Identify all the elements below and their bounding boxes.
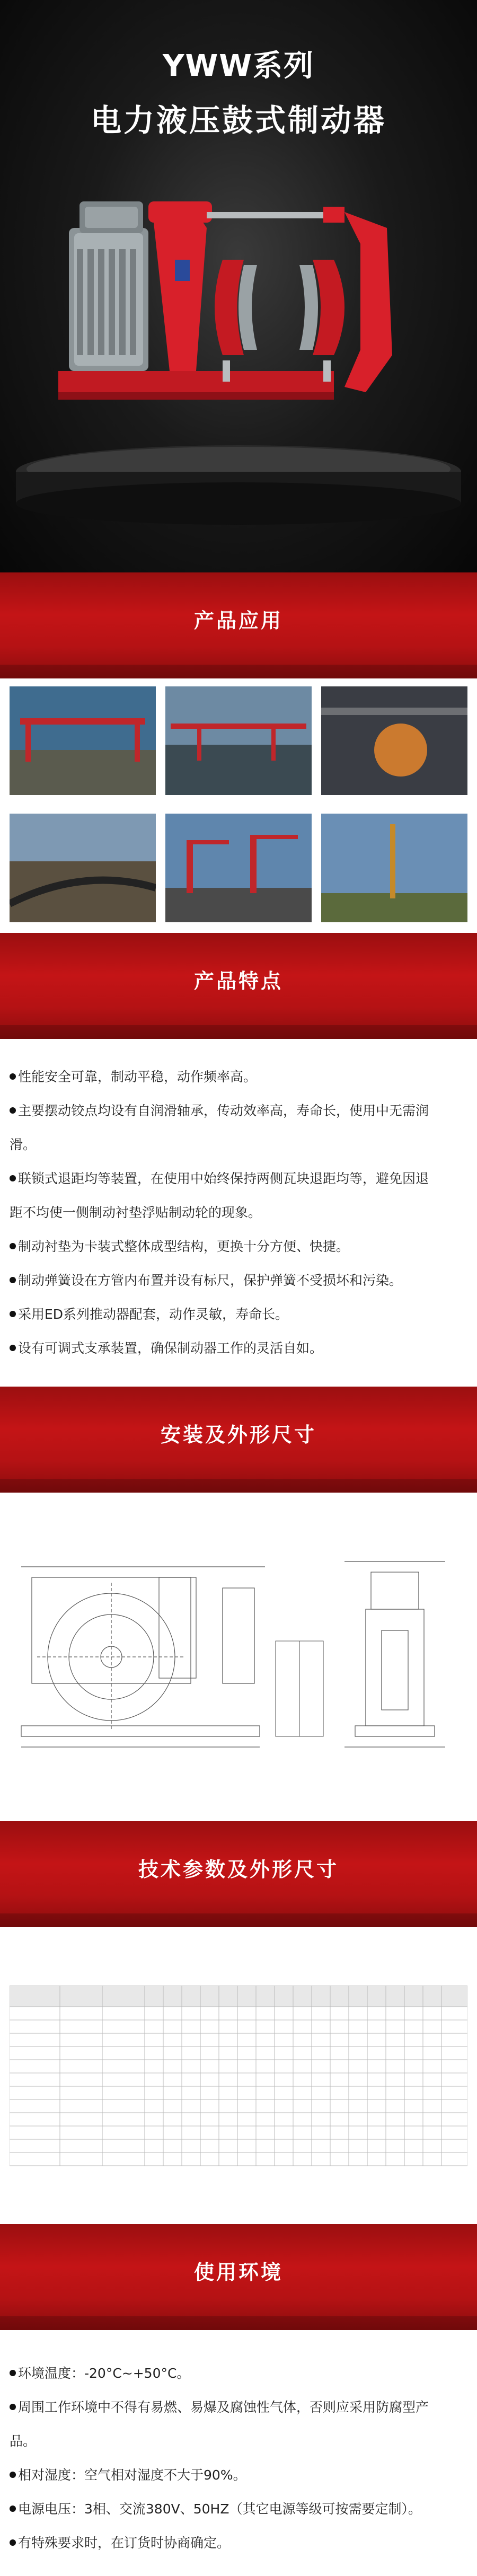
banner-features-title: 产品特点 — [193, 969, 283, 993]
banner-specs — [0, 1821, 477, 1927]
photo-conveyor — [10, 814, 156, 922]
banner-environment-title: 使用环境 — [193, 2260, 283, 2284]
env-line: 相对湿度：空气相对湿度不大于90%。 — [10, 2458, 467, 2492]
env-line: 品。 — [10, 2433, 37, 2449]
hero-title-line2: 电力液压鼓式制动器 — [90, 102, 386, 138]
banner-applications-title: 产品应用 — [193, 608, 283, 632]
env-line: 有特殊要求时，在订货时协商确定。 — [10, 2526, 467, 2560]
bullet-icon — [10, 2404, 16, 2410]
banner-applications — [0, 572, 477, 678]
banner-features — [0, 933, 477, 1039]
feature-line: 距不均使一侧制动衬垫浮贴制动轮的现象。 — [10, 1205, 262, 1220]
banner-specs-title: 技术参数及外形尺寸 — [138, 1857, 339, 1881]
feature-line: 主要摆动铰点均设有自润滑轴承，传动效率高，寿命长，使用中无需润 — [10, 1094, 467, 1128]
banner-installation-title: 安装及外形尺寸 — [160, 1423, 316, 1446]
feature-line: 设有可调式支承装置，确保制动器工作的灵活自如。 — [10, 1331, 467, 1365]
feature-line: 采用ED系列推动器配套，动作灵敏，寿命长。 — [10, 1298, 467, 1331]
brake-product-image — [48, 180, 429, 456]
photo-port-cranes — [165, 814, 312, 922]
photo-rail-yard — [165, 686, 312, 795]
bullet-icon — [10, 1311, 16, 1317]
display-pedestal — [0, 440, 477, 572]
environment-list — [0, 2330, 477, 2576]
hero-section — [0, 0, 477, 572]
feature-line: 制动衬垫为卡装式整体成型结构，更换十分方便、快捷。 — [10, 1230, 467, 1264]
env-line: 环境温度：-20°C~+50°C。 — [10, 2357, 467, 2390]
spec-table-section — [0, 1927, 477, 2224]
spec-table — [10, 1986, 467, 2176]
applications-gallery — [0, 678, 477, 933]
bullet-icon — [10, 1175, 16, 1181]
banner-environment — [0, 2224, 477, 2330]
technical-drawing — [0, 1493, 477, 1821]
feature-line: 性能安全可靠，制动平稳，动作频率高。 — [10, 1060, 467, 1094]
features-list — [0, 1039, 477, 1387]
bullet-icon — [10, 1107, 16, 1114]
bullet-icon — [10, 2539, 16, 2546]
bullet-icon — [10, 1345, 16, 1351]
photo-steel-mill — [321, 686, 467, 795]
bullet-icon — [10, 2370, 16, 2376]
hero-title-line1: YWW系列 — [162, 49, 315, 83]
bullet-icon — [10, 1277, 16, 1283]
bullet-icon — [10, 2506, 16, 2512]
bullet-icon — [10, 2472, 16, 2478]
banner-installation — [0, 1387, 477, 1493]
feature-line: 制动弹簧设在方管内布置并设有标尺，保护弹簧不受损坏和污染。 — [10, 1264, 467, 1298]
bullet-icon — [10, 1243, 16, 1249]
feature-line: 联锁式退距均等装置，在使用中始终保持两侧瓦块退距均等，避免因退 — [10, 1162, 467, 1196]
hero-title — [0, 42, 477, 140]
feature-line: 滑。 — [10, 1137, 37, 1152]
installation-drawings — [0, 1493, 477, 1821]
photo-gantry-crane — [10, 686, 156, 795]
env-line: 周围工作环境中不得有易燃、易爆及腐蚀性气体，否则应采用防腐型产 — [10, 2390, 467, 2424]
bullet-icon — [10, 1073, 16, 1080]
env-line: 电源电压：3相、交流380V、50HZ（其它电源等级可按需要定制）。 — [10, 2492, 467, 2526]
photo-drilling-rig — [321, 814, 467, 922]
